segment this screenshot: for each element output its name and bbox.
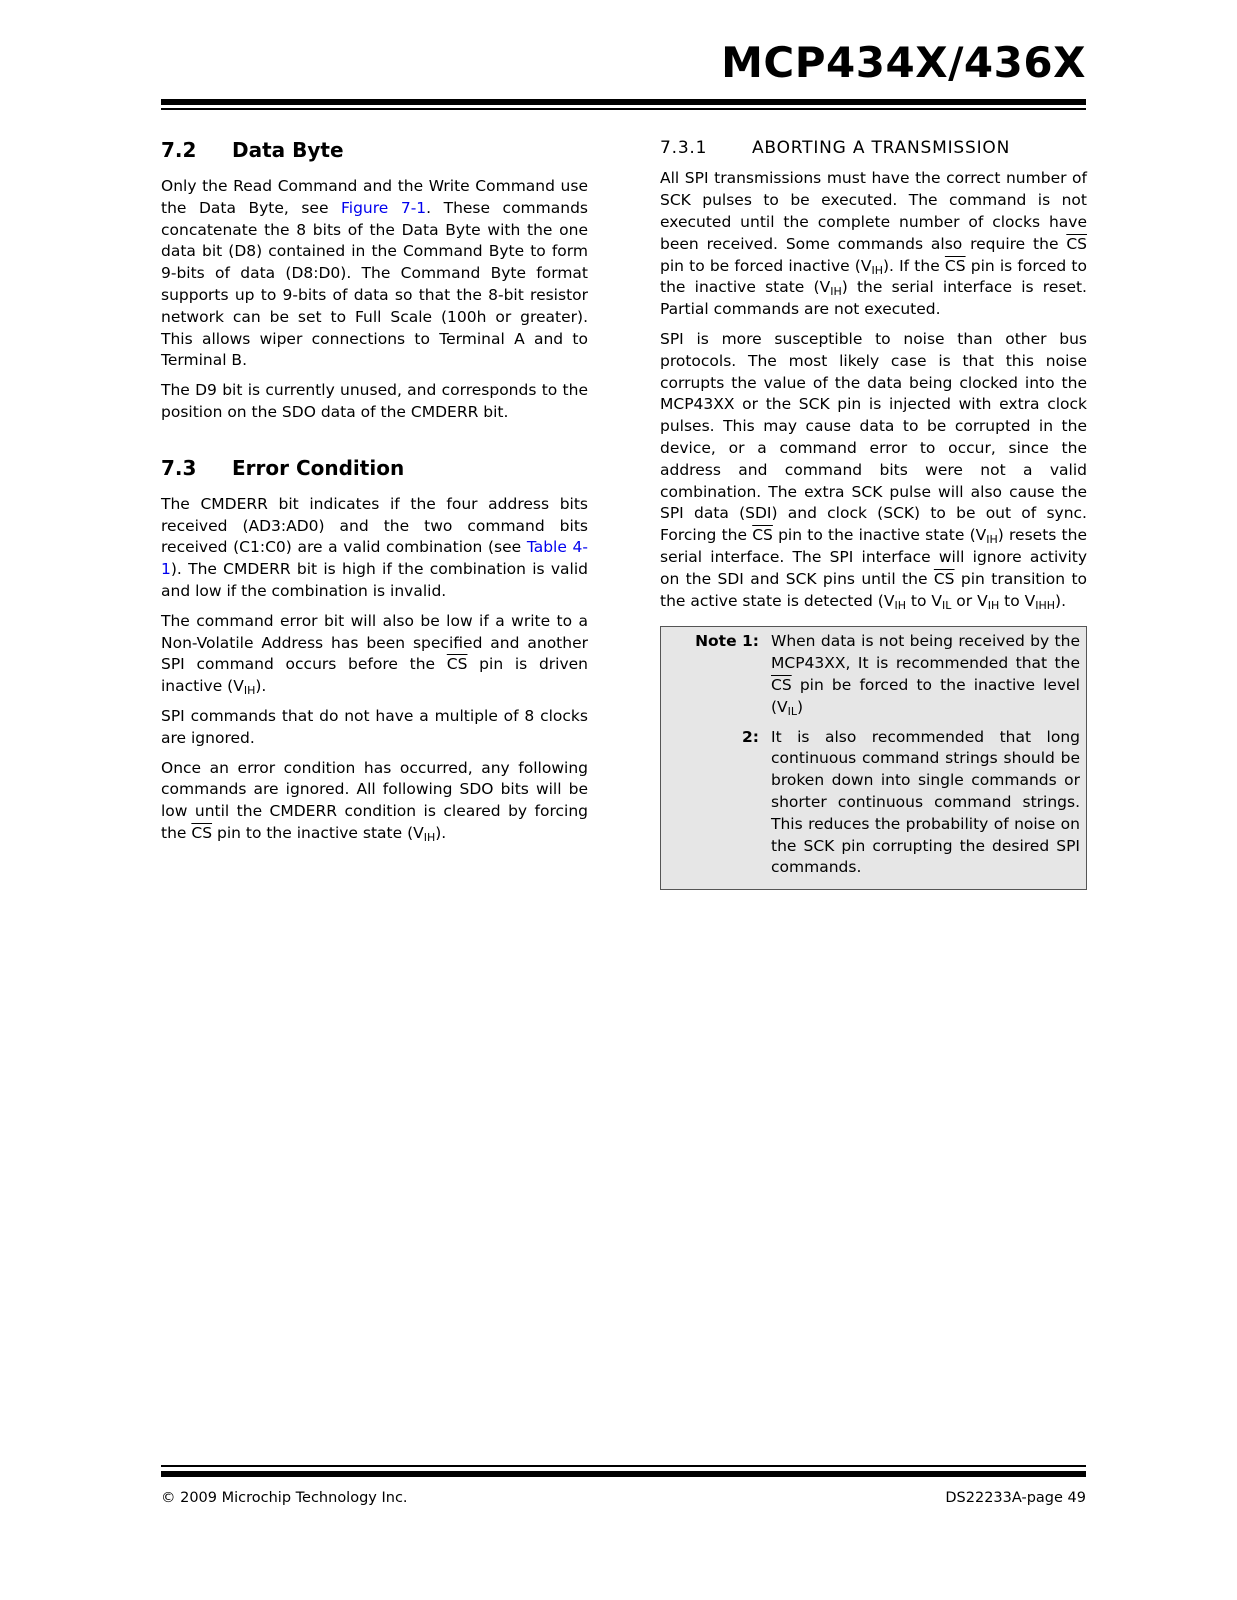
- section-title: ABORTING A TRANSMISSION: [752, 138, 1011, 158]
- paragraph: The D9 bit is currently unused, and corresponds to the position on the SDO data of the CMDERR bit.: [161, 381, 588, 421]
- paragraph: SPI is more susceptible to noise than other bus protocols. The most likely case is that this noise corrupts the value of the data being clocked into the MCP43XX or the SCK pin is injected with extra clock pulses. This may cause data to be corrupted in the device, or a command error to occur, since the address and command bits were not a valid combination. The extra SCK pulse will also cause the SPI data (SDI) and clock (SCK) to be out of sync. Forcing the $\overline{CS}$ pin to the inactive state $(V_{IH})$ resets the serial interface. The SPI interface will ignore activity on the SDI and SCK pins until the $\overline{CS}$ pin transition to the active state is detected ($V_{IH}$ to $V_{IL}$ or $V_{IH}$ to $V_{IHH}$).: [660, 329, 1088, 612]
- header-rule-thick: [161, 99, 1086, 105]
- header-rule-thin: [161, 108, 1086, 110]
- note-label: Note 1:: [695, 632, 759, 651]
- section-number: 7.2: [161, 138, 197, 162]
- note-box: [660, 626, 1087, 890]
- section-title: Error Condition: [232, 455, 405, 480]
- footer-copyright: © 2009 Microchip Technology Inc.: [161, 1490, 408, 1506]
- section-7-2-heading: [161, 138, 588, 162]
- section-number: 7.3.1: [660, 138, 708, 158]
- section-7-3-heading: [161, 456, 588, 480]
- table-4-1-link[interactable]: Table 4-1: [161, 538, 588, 579]
- paragraph: SPI commands that do not have a multiple of 8 clocks are ignored.: [161, 706, 588, 747]
- document-title: MCP434X/436X: [721, 38, 1086, 87]
- note-label: 2:: [742, 727, 759, 746]
- paragraph: Once an error condition has occurred, any following commands are ignored. All following SDO bits will be low until the CMDERR condition is cleared by forcing the $\overline{CS}$ pin to the inactive state $(V_{IH})$.: [161, 758, 588, 844]
- section-number: 7.3: [161, 455, 197, 480]
- footer-page-number: DS22233A-page 49: [945, 1490, 1086, 1506]
- note-text: When data is not being received by the MCP43XX, It is recommended that the $\overline{CS}$ pin be forced to the inactive level $(V_{IL})$: [771, 632, 1080, 718]
- right-column: [660, 132, 1087, 890]
- paragraph: The CMDERR bit indicates if the four address bits received (AD3:AD0) and the two command bits received (C1:C0) are a valid combination (see Table 4-1). The CMDERR bit is high if the combination is valid and low if the combination is invalid.: [161, 494, 588, 600]
- paragraph: The command error bit will also be low if a write to a Non-Volatile Address has been specified and another SPI command occurs before the $\overline{CS}$ pin is driven inactive $(V_{IH})$.: [161, 611, 589, 698]
- paragraph: All SPI transmissions must have the correct number of SCK pulses to be executed. The command is not executed until the complete number of clocks have been received. Some commands also require the $\overline{CS}$ pin to be forced inactive $(V_{IH})$. If the $\overline{CS}$ pin is forced to the inactive state $(V_{IH})$ the serial interface is reset. Partial commands are not executed.: [660, 169, 1087, 319]
- figure-7-1-link[interactable]: Figure 7-1: [341, 198, 427, 217]
- paragraph: Only the Read Command and the Write Command use the Data Byte, see Figure 7-1. These commands concatenate the 8 bits of the Data Byte with the one data bit (D8) contained in the Command Byte to form 9-bits of data (D8:D0). The Command Byte format supports up to 9-bits of data so that the 8-bit resistor network can be set to Full Scale (100h or greater). This allows wiper connections to Terminal A and to Terminal B.: [161, 177, 588, 370]
- section-title: Data Byte: [232, 138, 344, 162]
- note-item: [661, 727, 1080, 880]
- section-7-3-1-heading: [660, 138, 1087, 158]
- footer-rule-thin: [161, 1465, 1086, 1467]
- footer-rule-thick: [161, 1471, 1086, 1477]
- left-column: [161, 132, 588, 853]
- note-text: It is also recommended that long continuous command strings should be broken down into single commands or shorter continuous command strings. This reduces the probability of noise on the SCK pin corrupting the desired SPI commands.: [771, 727, 1080, 877]
- note-item: [661, 631, 1080, 718]
